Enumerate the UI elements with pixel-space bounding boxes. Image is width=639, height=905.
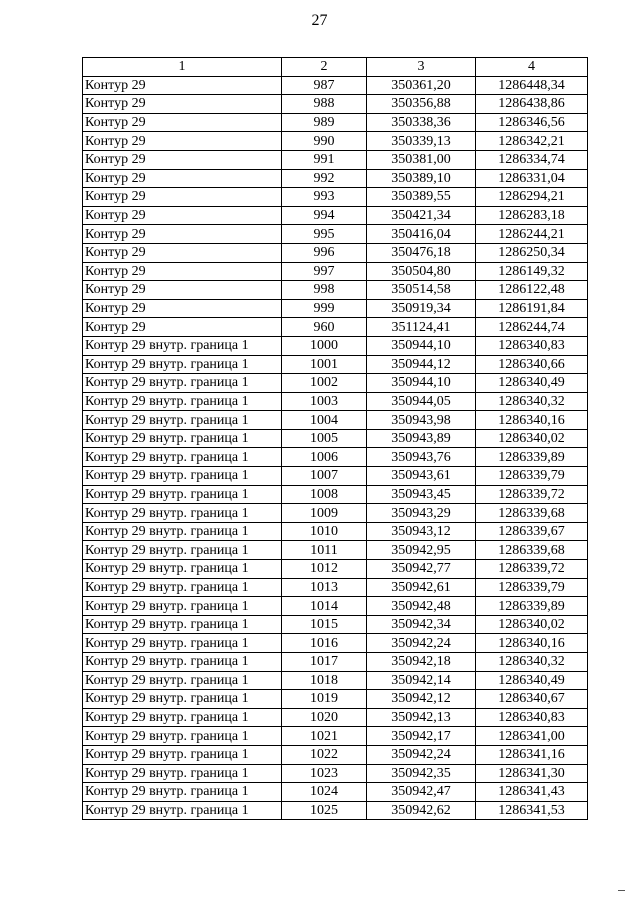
point-number-cell: 1001 xyxy=(282,355,367,374)
point-number-cell: 988 xyxy=(282,95,367,114)
y-coordinate-cell: 1286438,86 xyxy=(476,95,588,114)
coordinates-table xyxy=(82,57,588,820)
x-coordinate-cell: 350942,18 xyxy=(367,653,476,672)
name-cell: Контур 29 внутр. граница 1 xyxy=(83,374,282,393)
point-number-cell: 1020 xyxy=(282,708,367,727)
y-coordinate-cell: 1286339,79 xyxy=(476,578,588,597)
name-cell: Контур 29 xyxy=(83,281,282,300)
x-coordinate-cell: 350416,04 xyxy=(367,225,476,244)
table-row xyxy=(83,467,588,486)
point-number-cell: 991 xyxy=(282,150,367,169)
name-cell: Контур 29 внутр. граница 1 xyxy=(83,504,282,523)
x-coordinate-cell: 350943,98 xyxy=(367,411,476,430)
x-coordinate-cell: 350338,36 xyxy=(367,113,476,132)
table-row xyxy=(83,355,588,374)
y-coordinate-cell: 1286294,21 xyxy=(476,188,588,207)
corner-mark xyxy=(618,890,625,891)
table-row xyxy=(83,708,588,727)
name-cell: Контур 29 внутр. граница 1 xyxy=(83,745,282,764)
table-row xyxy=(83,113,588,132)
x-coordinate-cell: 350942,48 xyxy=(367,597,476,616)
y-coordinate-cell: 1286149,32 xyxy=(476,262,588,281)
y-coordinate-cell: 1286340,83 xyxy=(476,336,588,355)
table-row xyxy=(83,188,588,207)
name-cell: Контур 29 внутр. граница 1 xyxy=(83,615,282,634)
name-cell: Контур 29 внутр. граница 1 xyxy=(83,336,282,355)
point-number-cell: 960 xyxy=(282,318,367,337)
x-coordinate-cell: 350943,61 xyxy=(367,467,476,486)
x-coordinate-cell: 350361,20 xyxy=(367,76,476,95)
y-coordinate-cell: 1286339,89 xyxy=(476,597,588,616)
point-number-cell: 1000 xyxy=(282,336,367,355)
point-number-cell: 993 xyxy=(282,188,367,207)
name-cell: Контур 29 xyxy=(83,299,282,318)
x-coordinate-cell: 350942,12 xyxy=(367,690,476,709)
header-row xyxy=(83,58,588,77)
point-number-cell: 1005 xyxy=(282,429,367,448)
table-row xyxy=(83,243,588,262)
y-coordinate-cell: 1286339,72 xyxy=(476,485,588,504)
point-number-cell: 1025 xyxy=(282,801,367,820)
table-row xyxy=(83,169,588,188)
x-coordinate-cell: 350944,10 xyxy=(367,374,476,393)
page-number: 27 xyxy=(311,12,328,29)
x-coordinate-cell: 350942,35 xyxy=(367,764,476,783)
x-coordinate-cell: 350942,14 xyxy=(367,671,476,690)
name-cell: Контур 29 xyxy=(83,95,282,114)
y-coordinate-cell: 1286191,84 xyxy=(476,299,588,318)
x-coordinate-cell: 350943,29 xyxy=(367,504,476,523)
point-number-cell: 1002 xyxy=(282,374,367,393)
x-coordinate-cell: 350421,34 xyxy=(367,206,476,225)
point-number-cell: 1021 xyxy=(282,727,367,746)
table-row xyxy=(83,634,588,653)
name-cell: Контур 29 xyxy=(83,262,282,281)
name-cell: Контур 29 xyxy=(83,243,282,262)
name-cell: Контур 29 внутр. граница 1 xyxy=(83,541,282,560)
name-cell: Контур 29 xyxy=(83,113,282,132)
y-coordinate-cell: 1286339,67 xyxy=(476,522,588,541)
name-cell: Контур 29 внутр. граница 1 xyxy=(83,355,282,374)
point-number-cell: 987 xyxy=(282,76,367,95)
point-number-cell: 1018 xyxy=(282,671,367,690)
x-coordinate-cell: 350514,58 xyxy=(367,281,476,300)
point-number-cell: 1012 xyxy=(282,560,367,579)
y-coordinate-cell: 1286340,66 xyxy=(476,355,588,374)
point-number-cell: 1022 xyxy=(282,745,367,764)
y-coordinate-cell: 1286331,04 xyxy=(476,169,588,188)
x-coordinate-cell: 350942,24 xyxy=(367,745,476,764)
point-number-cell: 996 xyxy=(282,243,367,262)
table-row xyxy=(83,95,588,114)
table-row xyxy=(83,206,588,225)
table-body xyxy=(83,76,588,820)
y-coordinate-cell: 1286341,16 xyxy=(476,745,588,764)
x-coordinate-cell: 350339,13 xyxy=(367,132,476,151)
y-coordinate-cell: 1286122,48 xyxy=(476,281,588,300)
x-coordinate-cell: 350504,80 xyxy=(367,262,476,281)
x-coordinate-cell: 350356,88 xyxy=(367,95,476,114)
point-number-cell: 1024 xyxy=(282,783,367,802)
x-coordinate-cell: 350942,47 xyxy=(367,783,476,802)
x-coordinate-cell: 350943,45 xyxy=(367,485,476,504)
point-number-cell: 1015 xyxy=(282,615,367,634)
name-cell: Контур 29 внутр. граница 1 xyxy=(83,578,282,597)
x-coordinate-cell: 350942,13 xyxy=(367,708,476,727)
y-coordinate-cell: 1286339,72 xyxy=(476,560,588,579)
y-coordinate-cell: 1286340,16 xyxy=(476,411,588,430)
table-row xyxy=(83,336,588,355)
name-cell: Контур 29 внутр. граница 1 xyxy=(83,448,282,467)
point-number-cell: 1019 xyxy=(282,690,367,709)
y-coordinate-cell: 1286334,74 xyxy=(476,150,588,169)
table-row xyxy=(83,504,588,523)
y-coordinate-cell: 1286339,79 xyxy=(476,467,588,486)
y-coordinate-cell: 1286340,02 xyxy=(476,615,588,634)
name-cell: Контур 29 xyxy=(83,150,282,169)
x-coordinate-cell: 350942,34 xyxy=(367,615,476,634)
x-coordinate-cell: 350943,76 xyxy=(367,448,476,467)
y-coordinate-cell: 1286244,21 xyxy=(476,225,588,244)
name-cell: Контур 29 внутр. граница 1 xyxy=(83,783,282,802)
table-row xyxy=(83,764,588,783)
name-cell: Контур 29 внутр. граница 1 xyxy=(83,671,282,690)
y-coordinate-cell: 1286341,43 xyxy=(476,783,588,802)
name-cell: Контур 29 внутр. граница 1 xyxy=(83,727,282,746)
table-row xyxy=(83,560,588,579)
y-coordinate-cell: 1286340,67 xyxy=(476,690,588,709)
y-coordinate-cell: 1286339,68 xyxy=(476,504,588,523)
table-row xyxy=(83,615,588,634)
point-number-cell: 1010 xyxy=(282,522,367,541)
table-row xyxy=(83,448,588,467)
y-coordinate-cell: 1286340,83 xyxy=(476,708,588,727)
point-number-cell: 1011 xyxy=(282,541,367,560)
x-coordinate-cell: 350944,05 xyxy=(367,392,476,411)
point-number-cell: 1013 xyxy=(282,578,367,597)
x-coordinate-cell: 350943,89 xyxy=(367,429,476,448)
name-cell: Контур 29 xyxy=(83,132,282,151)
column-header-1: 1 xyxy=(83,58,282,77)
name-cell: Контур 29 внутр. граница 1 xyxy=(83,560,282,579)
x-coordinate-cell: 350943,12 xyxy=(367,522,476,541)
y-coordinate-cell: 1286283,18 xyxy=(476,206,588,225)
table-row xyxy=(83,318,588,337)
table-row xyxy=(83,727,588,746)
point-number-cell: 1023 xyxy=(282,764,367,783)
name-cell: Контур 29 xyxy=(83,225,282,244)
table-row xyxy=(83,541,588,560)
table-row xyxy=(83,150,588,169)
table-row xyxy=(83,745,588,764)
y-coordinate-cell: 1286340,49 xyxy=(476,671,588,690)
x-coordinate-cell: 350944,10 xyxy=(367,336,476,355)
name-cell: Контур 29 xyxy=(83,169,282,188)
point-number-cell: 1009 xyxy=(282,504,367,523)
point-number-cell: 989 xyxy=(282,113,367,132)
table-row xyxy=(83,597,588,616)
x-coordinate-cell: 350942,24 xyxy=(367,634,476,653)
point-number-cell: 997 xyxy=(282,262,367,281)
x-coordinate-cell: 351124,41 xyxy=(367,318,476,337)
y-coordinate-cell: 1286341,53 xyxy=(476,801,588,820)
name-cell: Контур 29 xyxy=(83,206,282,225)
name-cell: Контур 29 внутр. граница 1 xyxy=(83,801,282,820)
point-number-cell: 1004 xyxy=(282,411,367,430)
table-row xyxy=(83,690,588,709)
point-number-cell: 998 xyxy=(282,281,367,300)
y-coordinate-cell: 1286341,30 xyxy=(476,764,588,783)
table-row xyxy=(83,653,588,672)
name-cell: Контур 29 внутр. граница 1 xyxy=(83,708,282,727)
x-coordinate-cell: 350919,34 xyxy=(367,299,476,318)
table-row xyxy=(83,578,588,597)
point-number-cell: 1008 xyxy=(282,485,367,504)
point-number-cell: 1017 xyxy=(282,653,367,672)
name-cell: Контур 29 внутр. граница 1 xyxy=(83,690,282,709)
table-row xyxy=(83,262,588,281)
y-coordinate-cell: 1286340,49 xyxy=(476,374,588,393)
table-row xyxy=(83,374,588,393)
x-coordinate-cell: 350381,00 xyxy=(367,150,476,169)
y-coordinate-cell: 1286244,74 xyxy=(476,318,588,337)
point-number-cell: 1003 xyxy=(282,392,367,411)
point-number-cell: 1014 xyxy=(282,597,367,616)
name-cell: Контур 29 xyxy=(83,76,282,95)
table-row xyxy=(83,392,588,411)
point-number-cell: 1016 xyxy=(282,634,367,653)
y-coordinate-cell: 1286340,32 xyxy=(476,392,588,411)
name-cell: Контур 29 внутр. граница 1 xyxy=(83,411,282,430)
name-cell: Контур 29 внутр. граница 1 xyxy=(83,485,282,504)
y-coordinate-cell: 1286339,89 xyxy=(476,448,588,467)
x-coordinate-cell: 350389,10 xyxy=(367,169,476,188)
table-row xyxy=(83,485,588,504)
point-number-cell: 1007 xyxy=(282,467,367,486)
table-row xyxy=(83,522,588,541)
name-cell: Контур 29 внутр. граница 1 xyxy=(83,522,282,541)
table-row xyxy=(83,411,588,430)
table-row xyxy=(83,225,588,244)
column-header-2: 2 xyxy=(282,58,367,77)
name-cell: Контур 29 внутр. граница 1 xyxy=(83,429,282,448)
y-coordinate-cell: 1286340,02 xyxy=(476,429,588,448)
x-coordinate-cell: 350389,55 xyxy=(367,188,476,207)
point-number-cell: 1006 xyxy=(282,448,367,467)
y-coordinate-cell: 1286340,32 xyxy=(476,653,588,672)
y-coordinate-cell: 1286339,68 xyxy=(476,541,588,560)
y-coordinate-cell: 1286340,16 xyxy=(476,634,588,653)
table-row xyxy=(83,671,588,690)
x-coordinate-cell: 350942,17 xyxy=(367,727,476,746)
name-cell: Контур 29 внутр. граница 1 xyxy=(83,634,282,653)
x-coordinate-cell: 350942,77 xyxy=(367,560,476,579)
table-row xyxy=(83,299,588,318)
y-coordinate-cell: 1286342,21 xyxy=(476,132,588,151)
name-cell: Контур 29 внутр. граница 1 xyxy=(83,597,282,616)
point-number-cell: 994 xyxy=(282,206,367,225)
table-row xyxy=(83,801,588,820)
x-coordinate-cell: 350944,12 xyxy=(367,355,476,374)
name-cell: Контур 29 xyxy=(83,318,282,337)
table-row xyxy=(83,76,588,95)
name-cell: Контур 29 внутр. граница 1 xyxy=(83,392,282,411)
table-row xyxy=(83,281,588,300)
name-cell: Контур 29 внутр. граница 1 xyxy=(83,653,282,672)
name-cell: Контур 29 внутр. граница 1 xyxy=(83,467,282,486)
point-number-cell: 995 xyxy=(282,225,367,244)
x-coordinate-cell: 350942,61 xyxy=(367,578,476,597)
y-coordinate-cell: 1286250,34 xyxy=(476,243,588,262)
y-coordinate-cell: 1286346,56 xyxy=(476,113,588,132)
name-cell: Контур 29 xyxy=(83,188,282,207)
point-number-cell: 990 xyxy=(282,132,367,151)
table-row xyxy=(83,783,588,802)
point-number-cell: 999 xyxy=(282,299,367,318)
column-header-4: 4 xyxy=(476,58,588,77)
x-coordinate-cell: 350942,62 xyxy=(367,801,476,820)
table-row xyxy=(83,132,588,151)
column-header-3: 3 xyxy=(367,58,476,77)
y-coordinate-cell: 1286448,34 xyxy=(476,76,588,95)
table-header xyxy=(83,58,588,77)
y-coordinate-cell: 1286341,00 xyxy=(476,727,588,746)
name-cell: Контур 29 внутр. граница 1 xyxy=(83,764,282,783)
point-number-cell: 992 xyxy=(282,169,367,188)
x-coordinate-cell: 350942,95 xyxy=(367,541,476,560)
table-row xyxy=(83,429,588,448)
x-coordinate-cell: 350476,18 xyxy=(367,243,476,262)
